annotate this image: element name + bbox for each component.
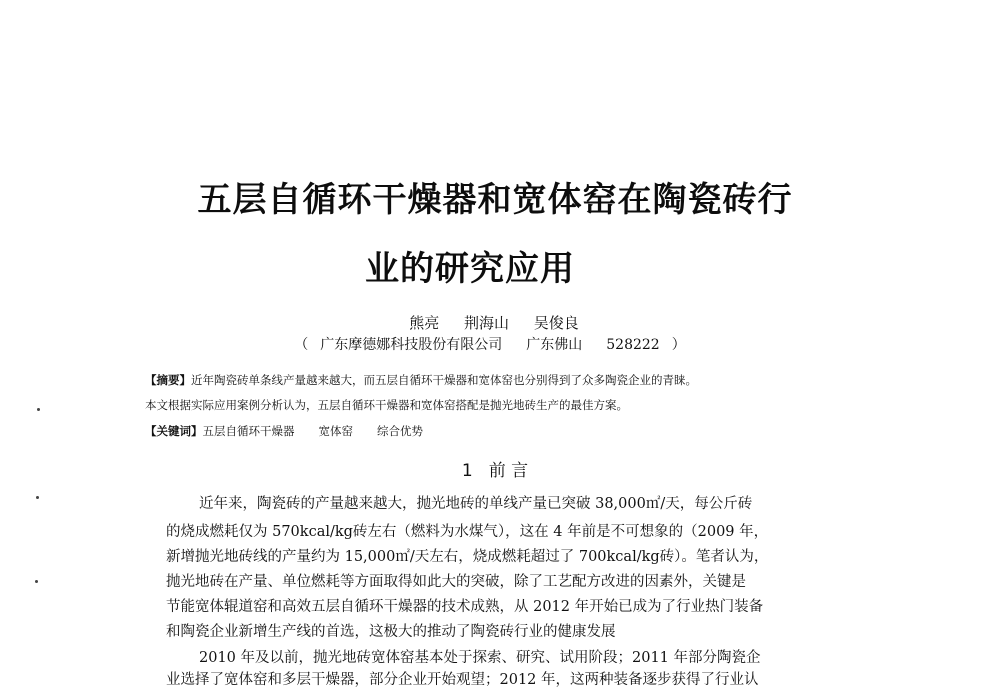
author-name: 吴俊良 bbox=[533, 314, 579, 332]
author-list bbox=[0, 312, 988, 333]
author-name: 荆海山 bbox=[463, 314, 509, 332]
affiliation-close-paren: ） bbox=[671, 337, 686, 353]
affiliation-org: 广东摩德娜科技股份有限公司 bbox=[320, 337, 503, 353]
abstract-line-1 bbox=[145, 368, 865, 393]
abstract-label: 【摘要】 bbox=[145, 373, 191, 387]
section-title: 前 言 bbox=[488, 461, 529, 481]
section-number: 1 bbox=[461, 461, 473, 481]
body-text-line: 和陶瓷企业新增生产线的首选，这极大的推动了陶瓷砖行业的健康发展 bbox=[166, 624, 616, 640]
body-text-line: 2010 年及以前，抛光地砖宽体窑基本处于探索、研究、试用阶段；2011 年部分陶瓷企 bbox=[199, 650, 761, 666]
keyword: 综合优势 bbox=[377, 424, 423, 438]
affiliation bbox=[0, 334, 980, 354]
body-text-line: 的烧成燃耗仅为 570kcal/kg砖左右（燃料为水煤气），这在 4 年前是不可想象的（2009 年， bbox=[166, 524, 769, 540]
scan-speck bbox=[36, 496, 39, 499]
paper-title-line-1: 五层自循环干燥器和宽体窑在陶瓷砖行 bbox=[197, 180, 793, 220]
body-text-line: 节能宽体辊道窑和高效五层自循环干燥器的技术成熟，从 2012 年开始已成为了行业热门装备 bbox=[166, 599, 764, 615]
abstract-text: 本文根据实际应用案例分析认为，五层自循环干燥器和宽体窑搭配是抛光地砖生产的最佳方案。 bbox=[145, 398, 628, 412]
keyword: 五层自循环干燥器 bbox=[202, 424, 295, 438]
section-heading bbox=[0, 456, 990, 481]
author-name: 熊亮 bbox=[409, 314, 440, 332]
affiliation-open-paren: （ bbox=[294, 337, 309, 353]
abstract-line-2 bbox=[145, 393, 865, 418]
keyword: 宽体窑 bbox=[318, 424, 353, 438]
paper-title-line-2: 业的研究应用 bbox=[365, 249, 575, 289]
scan-speck bbox=[35, 580, 38, 583]
body-text-line: 抛光地砖在产量、单位燃耗等方面取得如此大的突破，除了工艺配方改进的因素外，关键是 bbox=[166, 574, 746, 590]
body-text-line: 新增抛光地砖线的产量约为 15,000㎡/天左右，烧成燃耗超过了 700kcal/kg砖）。笔者认为， bbox=[166, 549, 769, 565]
affiliation-city: 广东佛山 bbox=[526, 337, 583, 353]
scan-speck bbox=[37, 408, 40, 411]
body-text-line: 近年来，陶瓷砖的产量越来越大，抛光地砖的单线产量已突破 38,000㎡/天，每公斤砖 bbox=[199, 496, 753, 512]
keywords-label: 【关键词】 bbox=[145, 424, 203, 438]
keywords-line bbox=[145, 419, 865, 444]
abstract-text: 近年陶瓷砖单条线产量越来越大，而五层自循环干燥器和宽体窑也分别得到了众多陶瓷企业的青睐。 bbox=[191, 373, 697, 387]
body-text-line: 业选择了宽体窑和多层干燥器，部分企业开始观望；2012 年，这两种装备逐步获得了行业认 bbox=[166, 672, 759, 688]
affiliation-postcode: 528222 bbox=[606, 337, 660, 353]
